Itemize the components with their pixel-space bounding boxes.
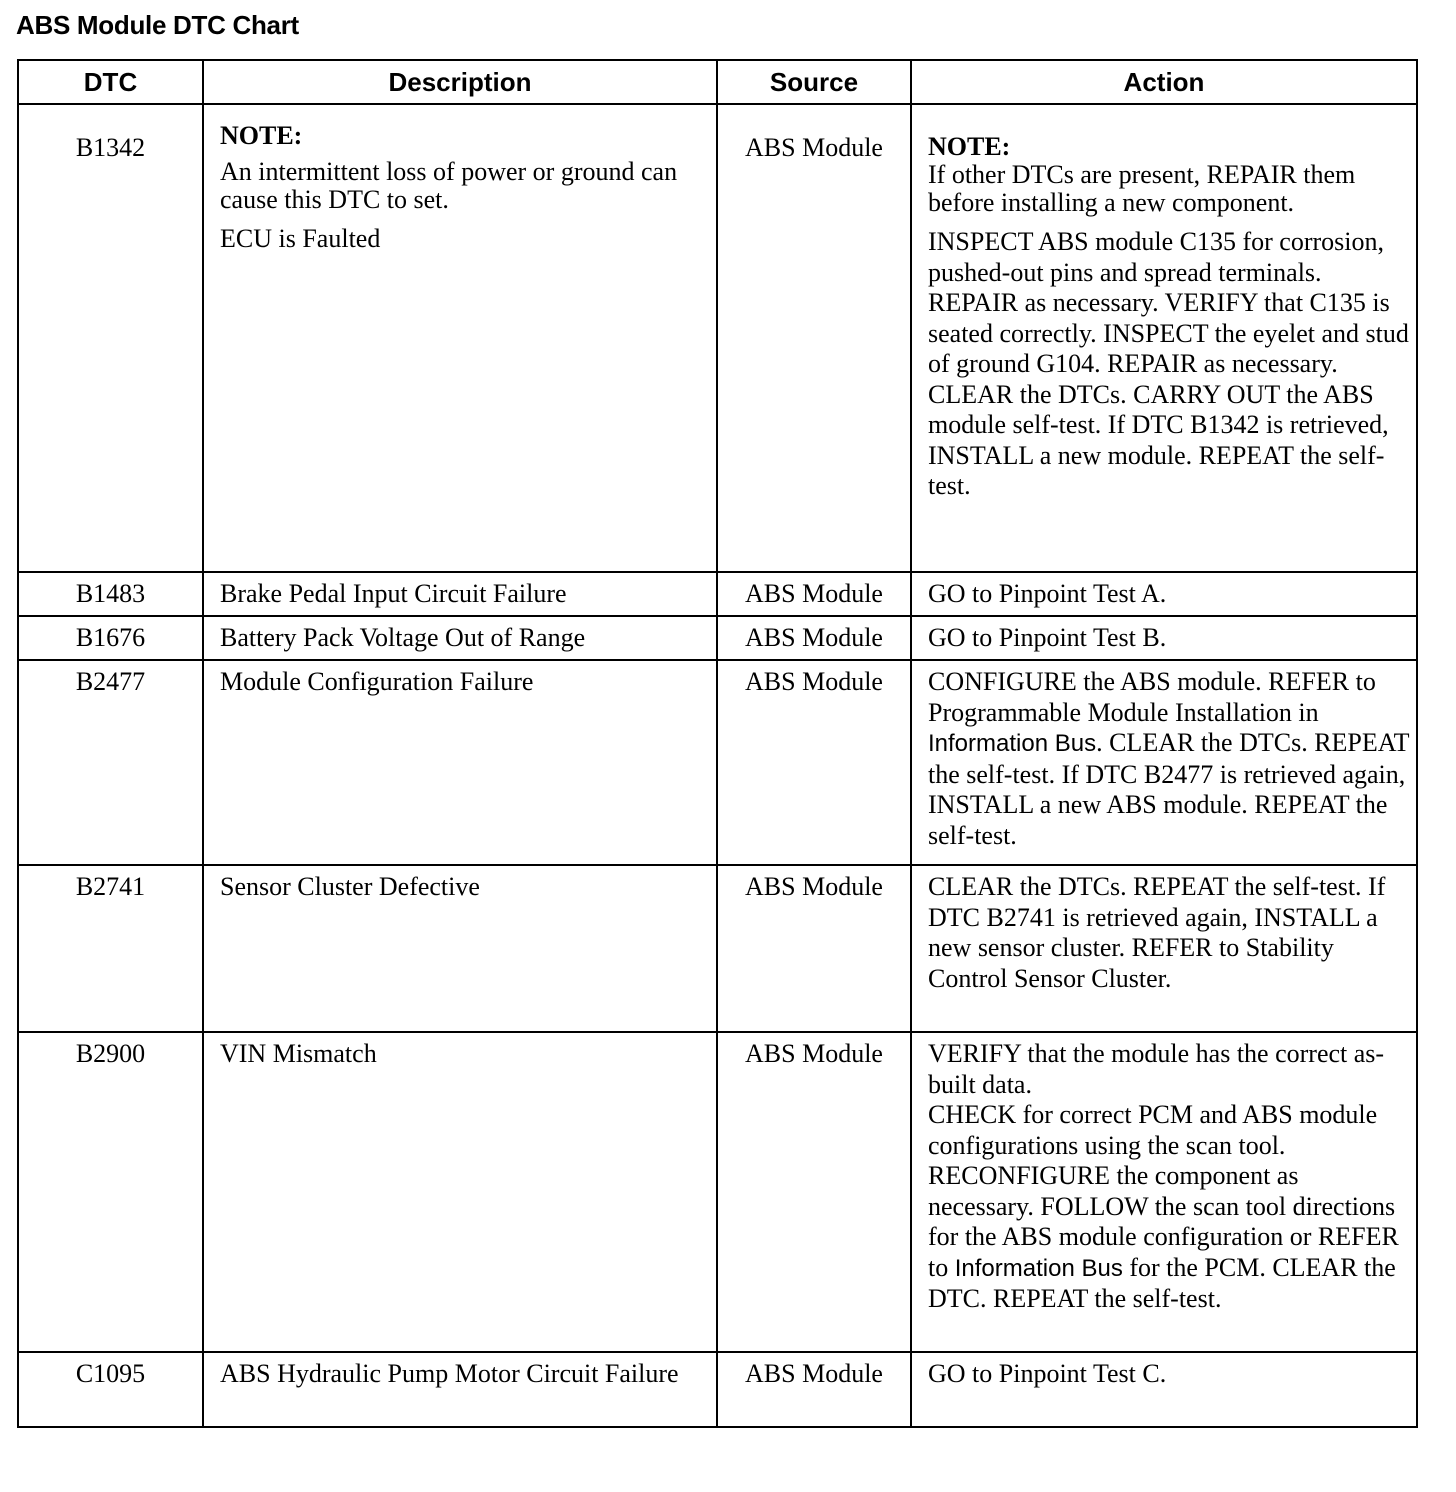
dtc-code: C1095 <box>18 1352 203 1427</box>
description-cell: Battery Pack Voltage Out of Range <box>203 616 717 660</box>
column-header-source: Source <box>717 60 911 104</box>
dtc-code: B1483 <box>18 572 203 616</box>
source-cell: ABS Module <box>717 1032 911 1352</box>
source-cell: ABS Module <box>717 616 911 660</box>
dtc-code: B1676 <box>18 616 203 660</box>
description-cell: Brake Pedal Input Circuit Failure <box>203 572 717 616</box>
table-row <box>18 865 1417 1032</box>
action-cell <box>911 104 1417 572</box>
action-text: INSPECT ABS module C135 for corrosion, pushed-out pins and spread terminals. REPAIR as necessary. VERIFY that C135 is seated correctly. INSPECT the eyelet and stud of ground G104. REPAIR as necessary. CLEAR the DTCs. CARRY OUT the ABS module self-test. If DTC B1342 is retrieved, INSTALL a new module. REPEAT the self-test. <box>928 227 1409 500</box>
note-label: NOTE: <box>220 121 303 150</box>
action-text: . CLEAR the DTCs. REPEAT the self-test. If DTC B2477 is retrieved again, INSTALL a new ABS module. REPEAT the self-test. <box>928 728 1410 850</box>
description-cell: Sensor Cluster Defective <box>203 865 717 1032</box>
dtc-code: B2477 <box>18 660 203 865</box>
action-text: CONFIGURE the ABS module. REFER to Programmable Module Installation in <box>928 667 1376 727</box>
description-cell: VIN Mismatch <box>203 1032 717 1352</box>
column-header-description: Description <box>203 60 717 104</box>
action-cell: GO to Pinpoint Test A. <box>911 572 1417 616</box>
source-cell: ABS Module <box>717 660 911 865</box>
table-row <box>18 660 1417 865</box>
description-cell: ABS Hydraulic Pump Motor Circuit Failure <box>203 1352 717 1427</box>
action-cell: GO to Pinpoint Test B. <box>911 616 1417 660</box>
dtc-code: B2900 <box>18 1032 203 1352</box>
note-label: NOTE: <box>928 132 1011 161</box>
action-cell: CLEAR the DTCs. REPEAT the self-test. If DTC B2741 is retrieved again, INSTALL a new sensor cluster. REFER to Stability Control Sensor Cluster. <box>911 865 1417 1032</box>
action-text: CHECK for correct PCM and ABS module configurations using the scan tool. RECONFIGURE the component as necessary. FOLLOW the scan tool directions for the ABS module configuration or REFER to <box>928 1100 1399 1282</box>
column-header-dtc: DTC <box>18 60 203 104</box>
dtc-code: B1342 <box>18 104 203 572</box>
table-row <box>18 104 1417 572</box>
action-cell <box>911 660 1417 865</box>
source-cell: ABS Module <box>717 104 911 572</box>
information-bus-reference: Information Bus <box>928 730 1097 757</box>
information-bus-reference: Information Bus <box>954 1254 1123 1282</box>
source-cell: ABS Module <box>717 865 911 1032</box>
description-text: ECU is Faulted <box>220 223 381 253</box>
table-row <box>18 1032 1417 1352</box>
table-row <box>18 572 1417 616</box>
source-cell: ABS Module <box>717 1352 911 1427</box>
page-title: ABS Module DTC Chart <box>16 10 299 40</box>
dtc-code: B2741 <box>18 865 203 1032</box>
table-row <box>18 616 1417 660</box>
note-text: An intermittent loss of power or ground can cause this DTC to set. <box>220 156 678 214</box>
note-text: If other DTCs are present, REPAIR them before installing a new component. <box>928 160 1356 217</box>
description-cell <box>203 104 717 572</box>
table-header-row <box>18 60 1417 104</box>
source-cell: ABS Module <box>717 572 911 616</box>
action-cell: GO to Pinpoint Test C. <box>911 1352 1417 1427</box>
action-text: VERIFY that the module has the correct as-built data. <box>928 1039 1385 1099</box>
description-cell: Module Configuration Failure <box>203 660 717 865</box>
table-row <box>18 1352 1417 1427</box>
dtc-table <box>17 59 1418 1428</box>
action-cell <box>911 1032 1417 1352</box>
action-text: for the PCM. CLEAR the DTC. REPEAT the self-test. <box>928 1252 1396 1313</box>
column-header-action: Action <box>911 60 1417 104</box>
